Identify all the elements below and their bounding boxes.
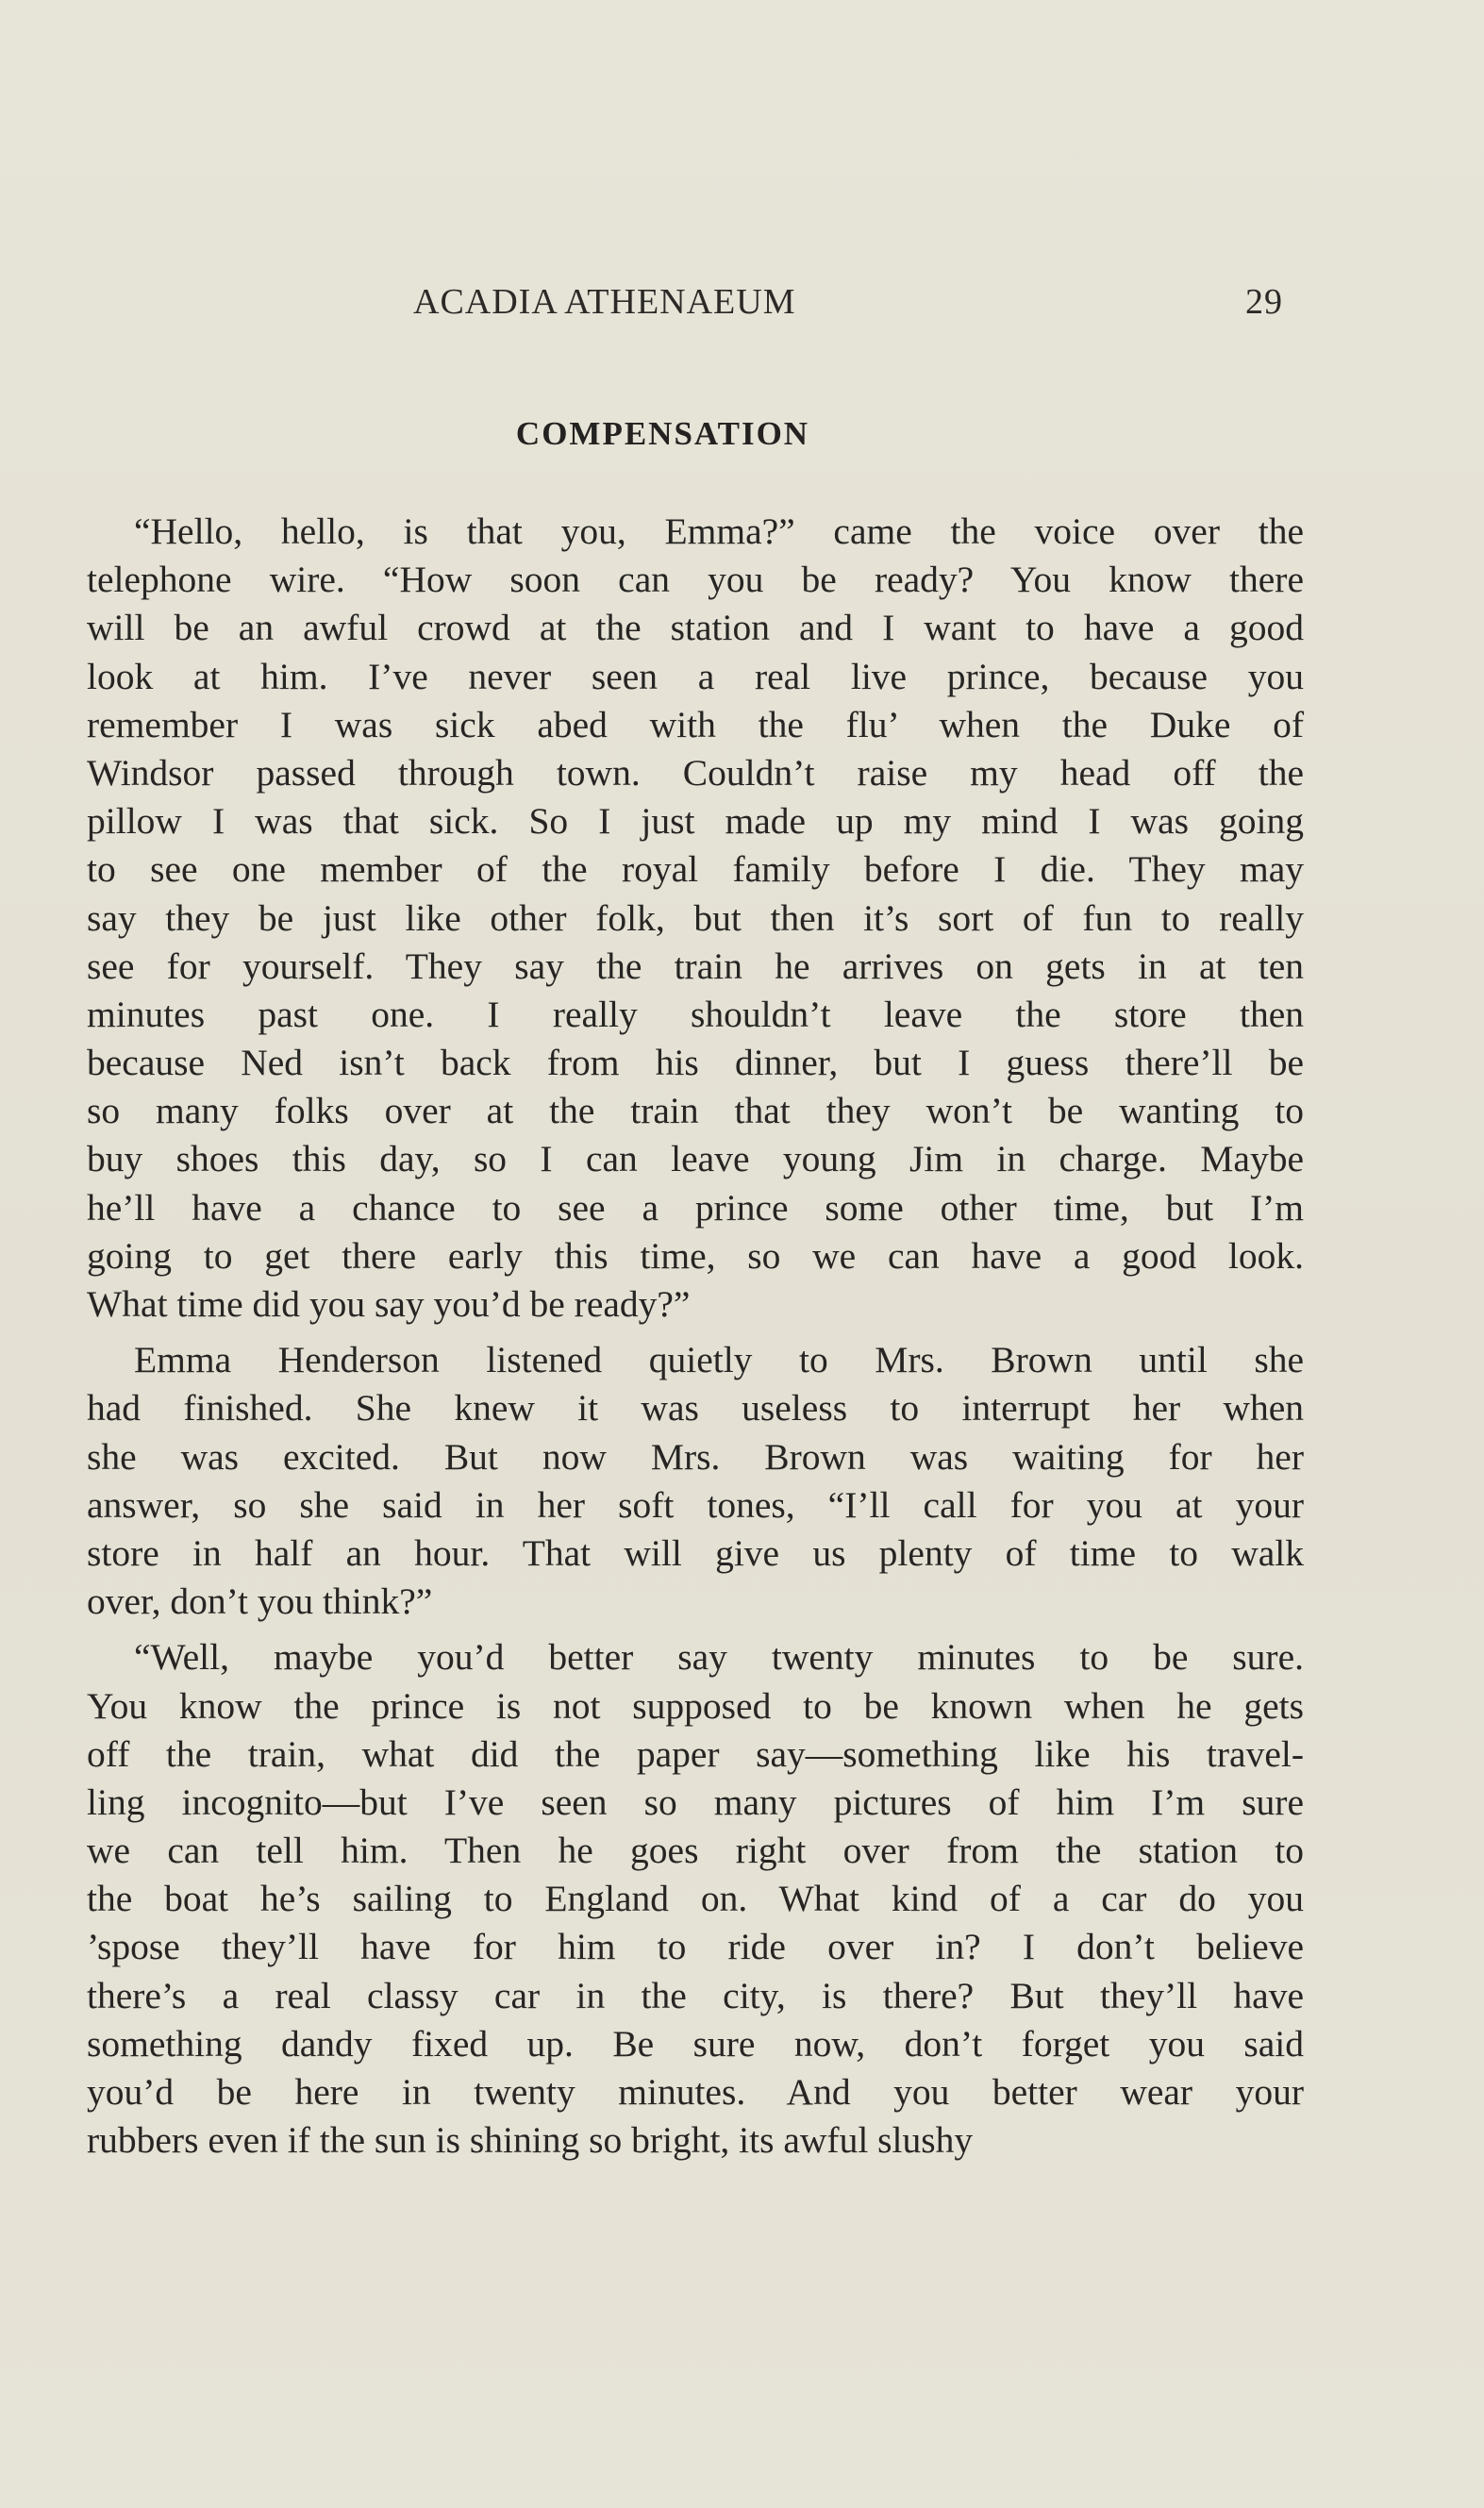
text-line: to see one member of the royal family before I die. They may	[87, 848, 1304, 891]
paragraph	[87, 1633, 1304, 2165]
text-line: buy shoes this day, so I can leave young Jim in charge. Maybe	[87, 1138, 1304, 1180]
text-line: so many folks over at the train that they won’t be wanting to	[87, 1090, 1304, 1132]
text-line: Windsor passed through town. Couldn’t raise my head off the	[87, 751, 1304, 794]
text-line: because Ned isn’t back from his dinner, but I guess there’ll be	[87, 1042, 1304, 1084]
text-line: you’d be here in twenty minutes. And you better wear your	[87, 2071, 1304, 2113]
text-line: store in half an hour. That will give us plenty of time to walk	[87, 1531, 1304, 1574]
article-body	[87, 508, 1304, 2165]
text-line: she was excited. But now Mrs. Brown was waiting for her	[87, 1435, 1304, 1478]
text-line: rubbers even if the sun is shining so bright, its awful slushy	[87, 2119, 974, 2162]
paragraph-gap	[87, 1329, 1304, 1336]
text-line: had finished. She knew it was useless to interrupt her when	[87, 1387, 1304, 1430]
text-line: Emma Henderson listened quietly to Mrs. Brown until she	[134, 1339, 1304, 1381]
running-head	[406, 281, 1311, 338]
text-line: going to get there early this time, so we can have a good look.	[87, 1234, 1304, 1277]
page-number: 29	[1245, 282, 1283, 322]
text-line: off the train, what did the paper say—something like his travel-	[87, 1732, 1304, 1775]
text-line: see for yourself. They say the train he arrives on gets in at ten	[87, 945, 1304, 987]
text-line: You know the prince is not supposed to be known when he gets	[87, 1684, 1304, 1727]
text-line: “Hello, hello, is that you, Emma?” came the voice over the	[134, 510, 1304, 552]
text-line: say they be just like other folk, but then it’s sort of fun to really	[87, 896, 1304, 939]
text-line: over, don’t you think?”	[87, 1580, 433, 1623]
paragraph-gap	[87, 1626, 1304, 1633]
text-line: telephone wire. “How soon can you be ready? You know there	[87, 559, 1304, 601]
text-line: remember I was sick abed with the flu’ when the Duke of	[87, 703, 1304, 745]
text-line: pillow I was that sick. So I just made up my mind I was going	[87, 800, 1304, 843]
text-line: ’spose they’ll have for him to ride over in? I don’t believe	[87, 1926, 1304, 1968]
paragraph	[87, 1336, 1304, 1626]
text-line: the boat he’s sailing to England on. What kind of a car do you	[87, 1878, 1304, 1920]
text-line: we can tell him. Then he goes right over from the station to	[87, 1830, 1304, 1872]
text-line: something dandy fixed up. Be sure now, don’t forget you said	[87, 2022, 1304, 2065]
text-line: there’s a real classy car in the city, is there? But they’ll have	[87, 1974, 1304, 2016]
text-line: answer, so she said in her soft tones, “I’ll call for you at your	[87, 1483, 1304, 1526]
running-title: ACADIA ATHENAEUM	[413, 282, 796, 322]
text-line: will be an awful crowd at the station and I want to have a good	[87, 607, 1304, 649]
text-line: “Well, maybe you’d better say twenty minutes to be sure.	[134, 1636, 1304, 1679]
text-line: What time did you say you’d be ready?”	[87, 1283, 691, 1325]
paragraph	[87, 508, 1304, 1329]
text-line: minutes past one. I really shouldn’t leave the store then	[87, 993, 1304, 1035]
text-line: ling incognito—but I’ve seen so many pictures of him I’m sure	[87, 1781, 1304, 1823]
text-line: he’ll have a chance to see a prince some other time, but I’m	[87, 1186, 1304, 1229]
article-title: COMPENSATION	[515, 415, 810, 452]
text-line: look at him. I’ve never seen a real live prince, because you	[87, 655, 1304, 697]
